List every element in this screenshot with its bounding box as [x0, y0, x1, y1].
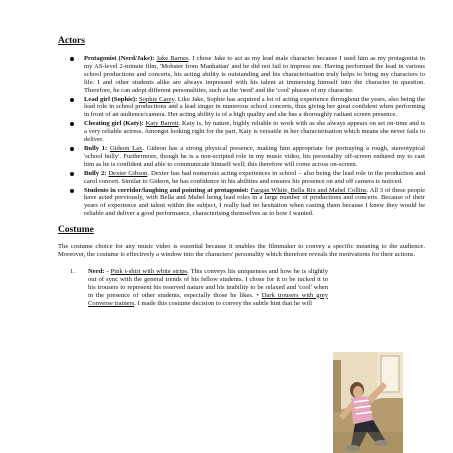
list-item-lead-girl [70, 96, 425, 120]
actor-description: . Like Jake, Sophie has acquired a lot of acting experience throughout the years, also being the lead role in school productions and a lead singer in numerous school concerts, thus giving her great confident when performing in front of an audience/camera. Her acting ability is of a high quality and she has a thoroughly radiant screen presence. [84, 95, 426, 119]
costume-intro: The costume choice for any music video is essential because it enables the filmmaker to convey a specific meaning to the audience. Moreover, the costume is effectively a window into the characters' personality which therefore reveals the motivations for their actions. [58, 243, 425, 259]
list-item-bully-1 [70, 145, 425, 169]
costume-label: Nerd: - [88, 267, 109, 275]
actor-description: . All 3 of these people have acted previously, with Bella and Mabel being lead roles in a large number of productions and concerts. Because of their years of experience and talent within the subject, I really had no hesitation when casting them because I knew they would be reliable and deliver a good performance, characterising themselves as to how I wanted. [84, 186, 425, 218]
role-label: Bully 1: [84, 144, 108, 152]
costume-item-text [88, 268, 328, 308]
actor-description: . Gideon has a strong physical presence, making him appropriate for portraying a rough, stereotypical 'school bully'. Furthermore, though he is a non-scripted role in my music video, his personality off-screen endured my to cast him as he is confident and able to communicate himself well; this therefore will come across on-screen. [84, 144, 426, 168]
costume-photo [333, 352, 403, 453]
costume-shirt: Pink t-shirt with white strips [110, 267, 188, 275]
list-item-bully-2 [70, 170, 425, 186]
role-label: Protagonist (Nerd/Jake): [84, 55, 155, 62]
role-label: Students in corridor/laughing and pointing at protagonist: [84, 186, 249, 194]
actor-name: Dexter Gibson [108, 169, 148, 177]
role-label: Bully 2: [84, 169, 107, 177]
actor-name: Gideon Lax [109, 144, 143, 152]
actor-description: . Dexter has had numerous acting experiences in school – also being the lead role in the production and carol concert. Similar to Gideon, he has confidence in his abilities and ensures his presence on and off camera is noticed. [84, 169, 425, 185]
costume-heading: Costume [58, 225, 94, 236]
list-item-protagonist [70, 55, 425, 95]
corridor-photo-image [333, 352, 403, 453]
actor-name: Katy Barrett [145, 120, 179, 128]
role-label: Lead girl (Sophie): [84, 95, 138, 103]
actors-heading: Actors [58, 36, 85, 46]
role-label: Cheating girl (Katy): [84, 120, 144, 128]
costume-item-number: 1. [70, 267, 75, 275]
actor-description: . Katy is, by nature, highly reliable to work with as she always appears on set on-time and is a very reliable actress. Amongst looking right for the part, Katy is versatile in her characterisation which means she never fails to deliver. [84, 120, 425, 144]
actor-description: . I chose Jake to act as my lead male character because I used him as my protagonist in my AS-level 2-minute film, 'Mobster from Manhattan' and he did not fail to impress me. Having performed the lead in various school productions and concerts, his acting ability is outstanding and his characterisation truly helps to bring my characters to life. I and other students alike are always impressed with his talent at immersing himself into the character in question. Therefore, he can adopt different personalities, such as the 'nerd' and the 'cool' phases of my character. [84, 55, 425, 94]
costume-trousers: Dark trousers with grey Converse trainers [88, 291, 328, 307]
costume-description-1: . This conveys his uniqueness and how he is slightly out of sync with the general trends of his fellow students. I chose for it to be tucked it to his trousers to represent his reserved nature and his inability to be relaxed and 'cool' when in the presence of other students, especially those he likes. • [88, 267, 328, 299]
costume-description-2: . I made this costume decision to convey the subtle hint that he will [134, 299, 312, 307]
actor-name: Jake Barnes [156, 55, 189, 62]
actors-list [58, 55, 425, 218]
list-item-students [70, 187, 425, 219]
actor-name: Faegan White, Bella Rix and Mabel Collins [250, 186, 367, 194]
actor-name: Sophie Carey [139, 95, 175, 103]
costume-item-nerd [58, 268, 425, 308]
list-item-cheating-girl [70, 120, 425, 144]
